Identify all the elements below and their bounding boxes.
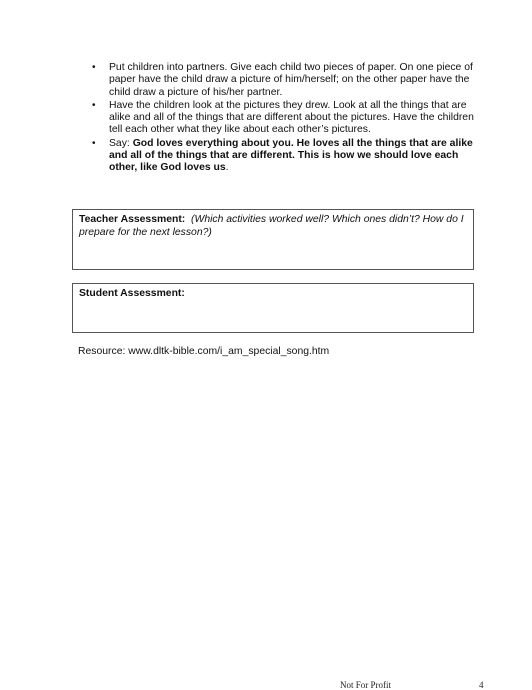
resource-line: Resource: www.dltk-bible.com/i_am_special_song.htm xyxy=(78,346,330,357)
bullet-icon: • xyxy=(92,137,96,149)
bullet-icon: • xyxy=(92,62,96,73)
activity-bullet-list xyxy=(92,62,484,176)
teacher-assessment-note: (Which activities worked well? Which ones didn’t? How do I prepare for the next lesson?) xyxy=(79,214,464,238)
student-assessment-box xyxy=(72,283,474,333)
bullet-item-say xyxy=(92,138,484,175)
student-assessment-title: Student Assessment: xyxy=(79,288,185,299)
bullet-suffix: . xyxy=(225,162,229,174)
footer-text: Not For Profit xyxy=(340,680,392,690)
bullet-item-partners xyxy=(92,62,484,99)
teacher-assessment-title: Teacher Assessment: xyxy=(79,214,186,225)
bullet-bold-text: God loves everything about you. He loves all the things that are alike and all of the things that are different. This is how we should love each other, like God loves us xyxy=(109,137,473,174)
bullet-prefix: Say: xyxy=(109,137,133,149)
bullet-icon: • xyxy=(92,99,96,111)
footer-page-number: 4 xyxy=(479,680,484,690)
bullet-text: Have the children look at the pictures they drew. Look at all the things that are alike and all of the things that are different about the pictures. Have the children tell each other what they like about each other’s pictures. xyxy=(109,99,474,136)
bullet-item-compare-pictures xyxy=(92,100,484,137)
bullet-text: Put children into partners. Give each child two pieces of paper. On one piece of paper have the child draw a picture of him/herself; on the other paper have the child draw a picture of his/her partner. xyxy=(109,62,473,98)
teacher-assessment-box xyxy=(72,209,474,270)
